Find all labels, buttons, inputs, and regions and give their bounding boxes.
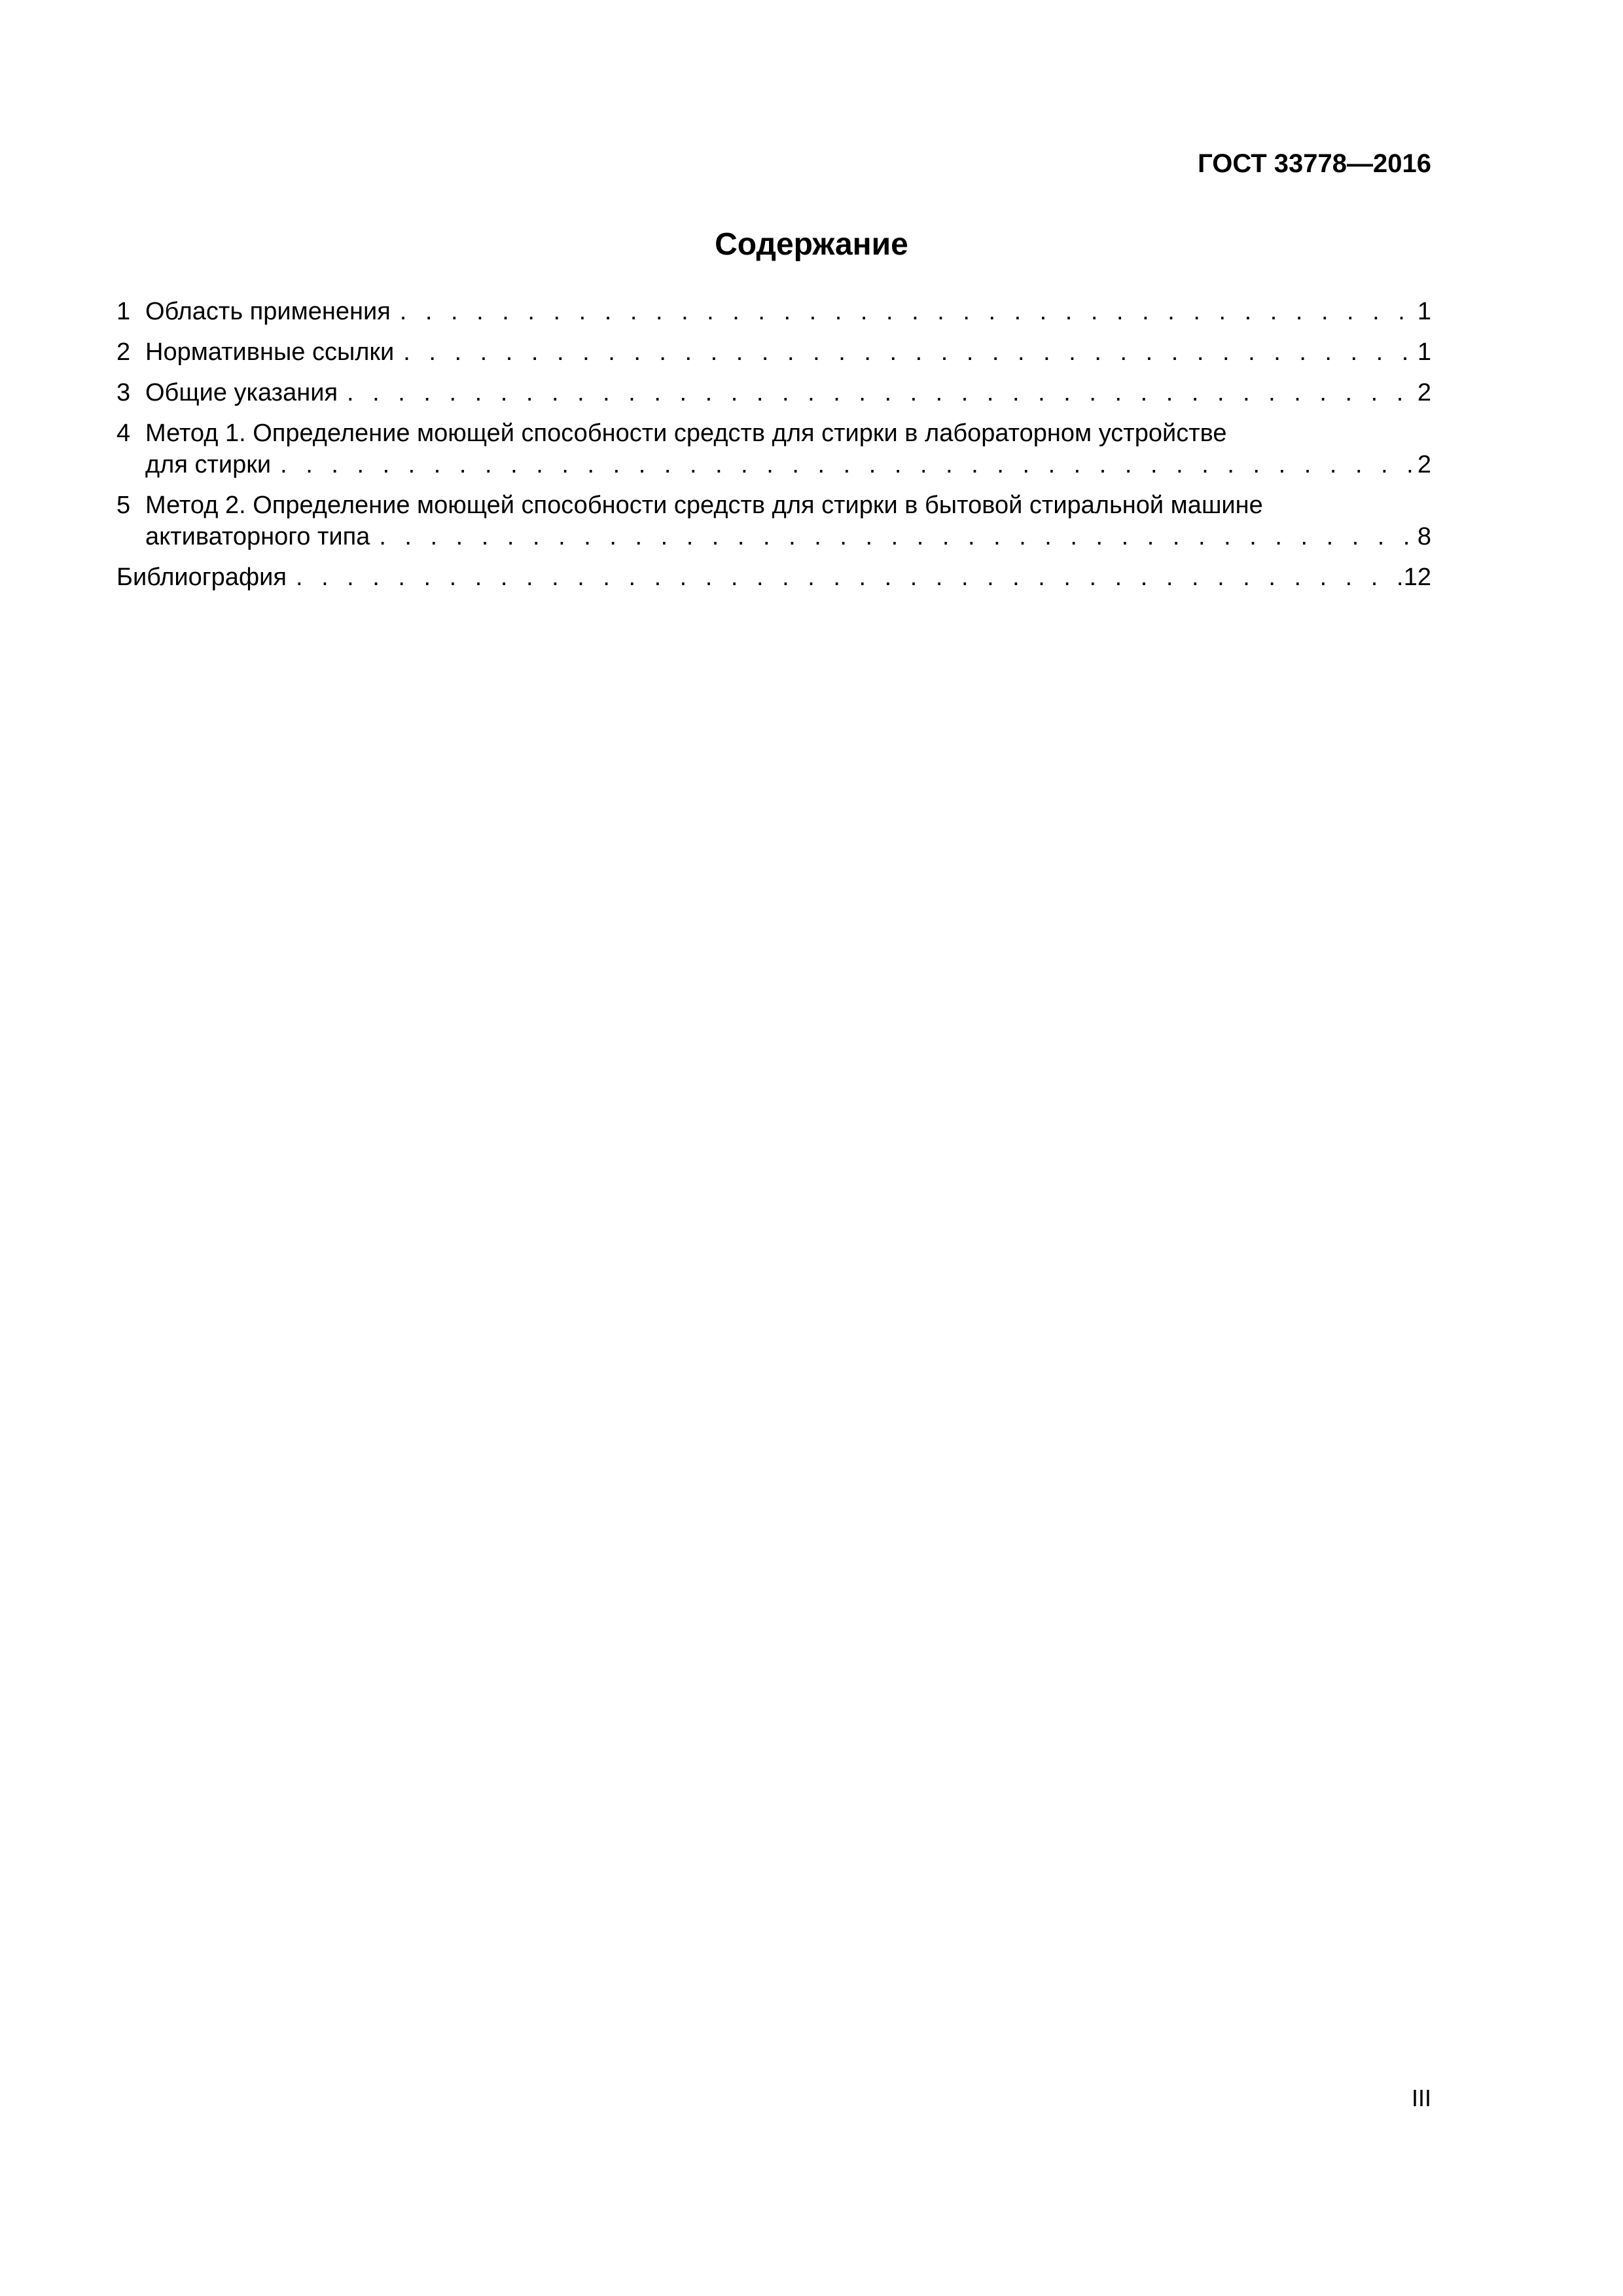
toc-entry[interactable] — [116, 418, 1431, 480]
toc-entry-number: 1 — [116, 298, 131, 325]
toc-entry-page: 12 — [1403, 564, 1431, 591]
toc-entry-page: 2 — [1417, 379, 1431, 406]
toc-entry-page: 1 — [1417, 298, 1431, 325]
toc-entry[interactable] — [116, 296, 1431, 327]
toc-entry[interactable] — [116, 490, 1431, 552]
toc-leader-dots — [296, 562, 1401, 593]
toc-entry-title: Метод 1. Определение моющей способности средств для стирки в лабораторном устройстве — [145, 420, 1227, 447]
toc-leader-dots — [379, 521, 1415, 552]
toc-entry-title: Библиография — [116, 564, 287, 591]
toc-entry-page: 2 — [1417, 451, 1431, 478]
toc-entry-title: Метод 2. Определение моющей способности средств для стирки в бытовой стиральной машине — [145, 492, 1263, 519]
toc-entry-number: 5 — [116, 492, 131, 519]
toc-entry[interactable] — [116, 562, 1431, 593]
toc-entry-number: 3 — [116, 379, 131, 406]
toc-entry-title: Область применения — [145, 298, 391, 325]
toc-entry-title-continuation: активаторного типа — [145, 523, 370, 550]
toc-entry-page: 1 — [1417, 338, 1431, 366]
toc-entry-page: 8 — [1417, 523, 1431, 550]
page-number: III — [1411, 2085, 1431, 2111]
toc-leader-dots — [403, 336, 1415, 368]
toc-entry[interactable] — [116, 336, 1431, 368]
toc-entry-title: Нормативные ссылки — [145, 338, 395, 366]
toc-leader-dots — [400, 296, 1415, 327]
toc-entry-number: 4 — [116, 420, 131, 447]
toc-entry-number: 2 — [116, 338, 131, 366]
toc-leader-dots — [280, 449, 1415, 480]
toc-title: Содержание — [715, 227, 908, 262]
toc-entry-title: Общие указания — [145, 379, 338, 406]
document-number: ГОСТ 33778—2016 — [1198, 149, 1431, 178]
toc-entry[interactable] — [116, 377, 1431, 408]
toc-leader-dots — [347, 377, 1415, 408]
table-of-contents — [116, 296, 1431, 602]
toc-entry-title-continuation: для стирки — [145, 451, 272, 478]
